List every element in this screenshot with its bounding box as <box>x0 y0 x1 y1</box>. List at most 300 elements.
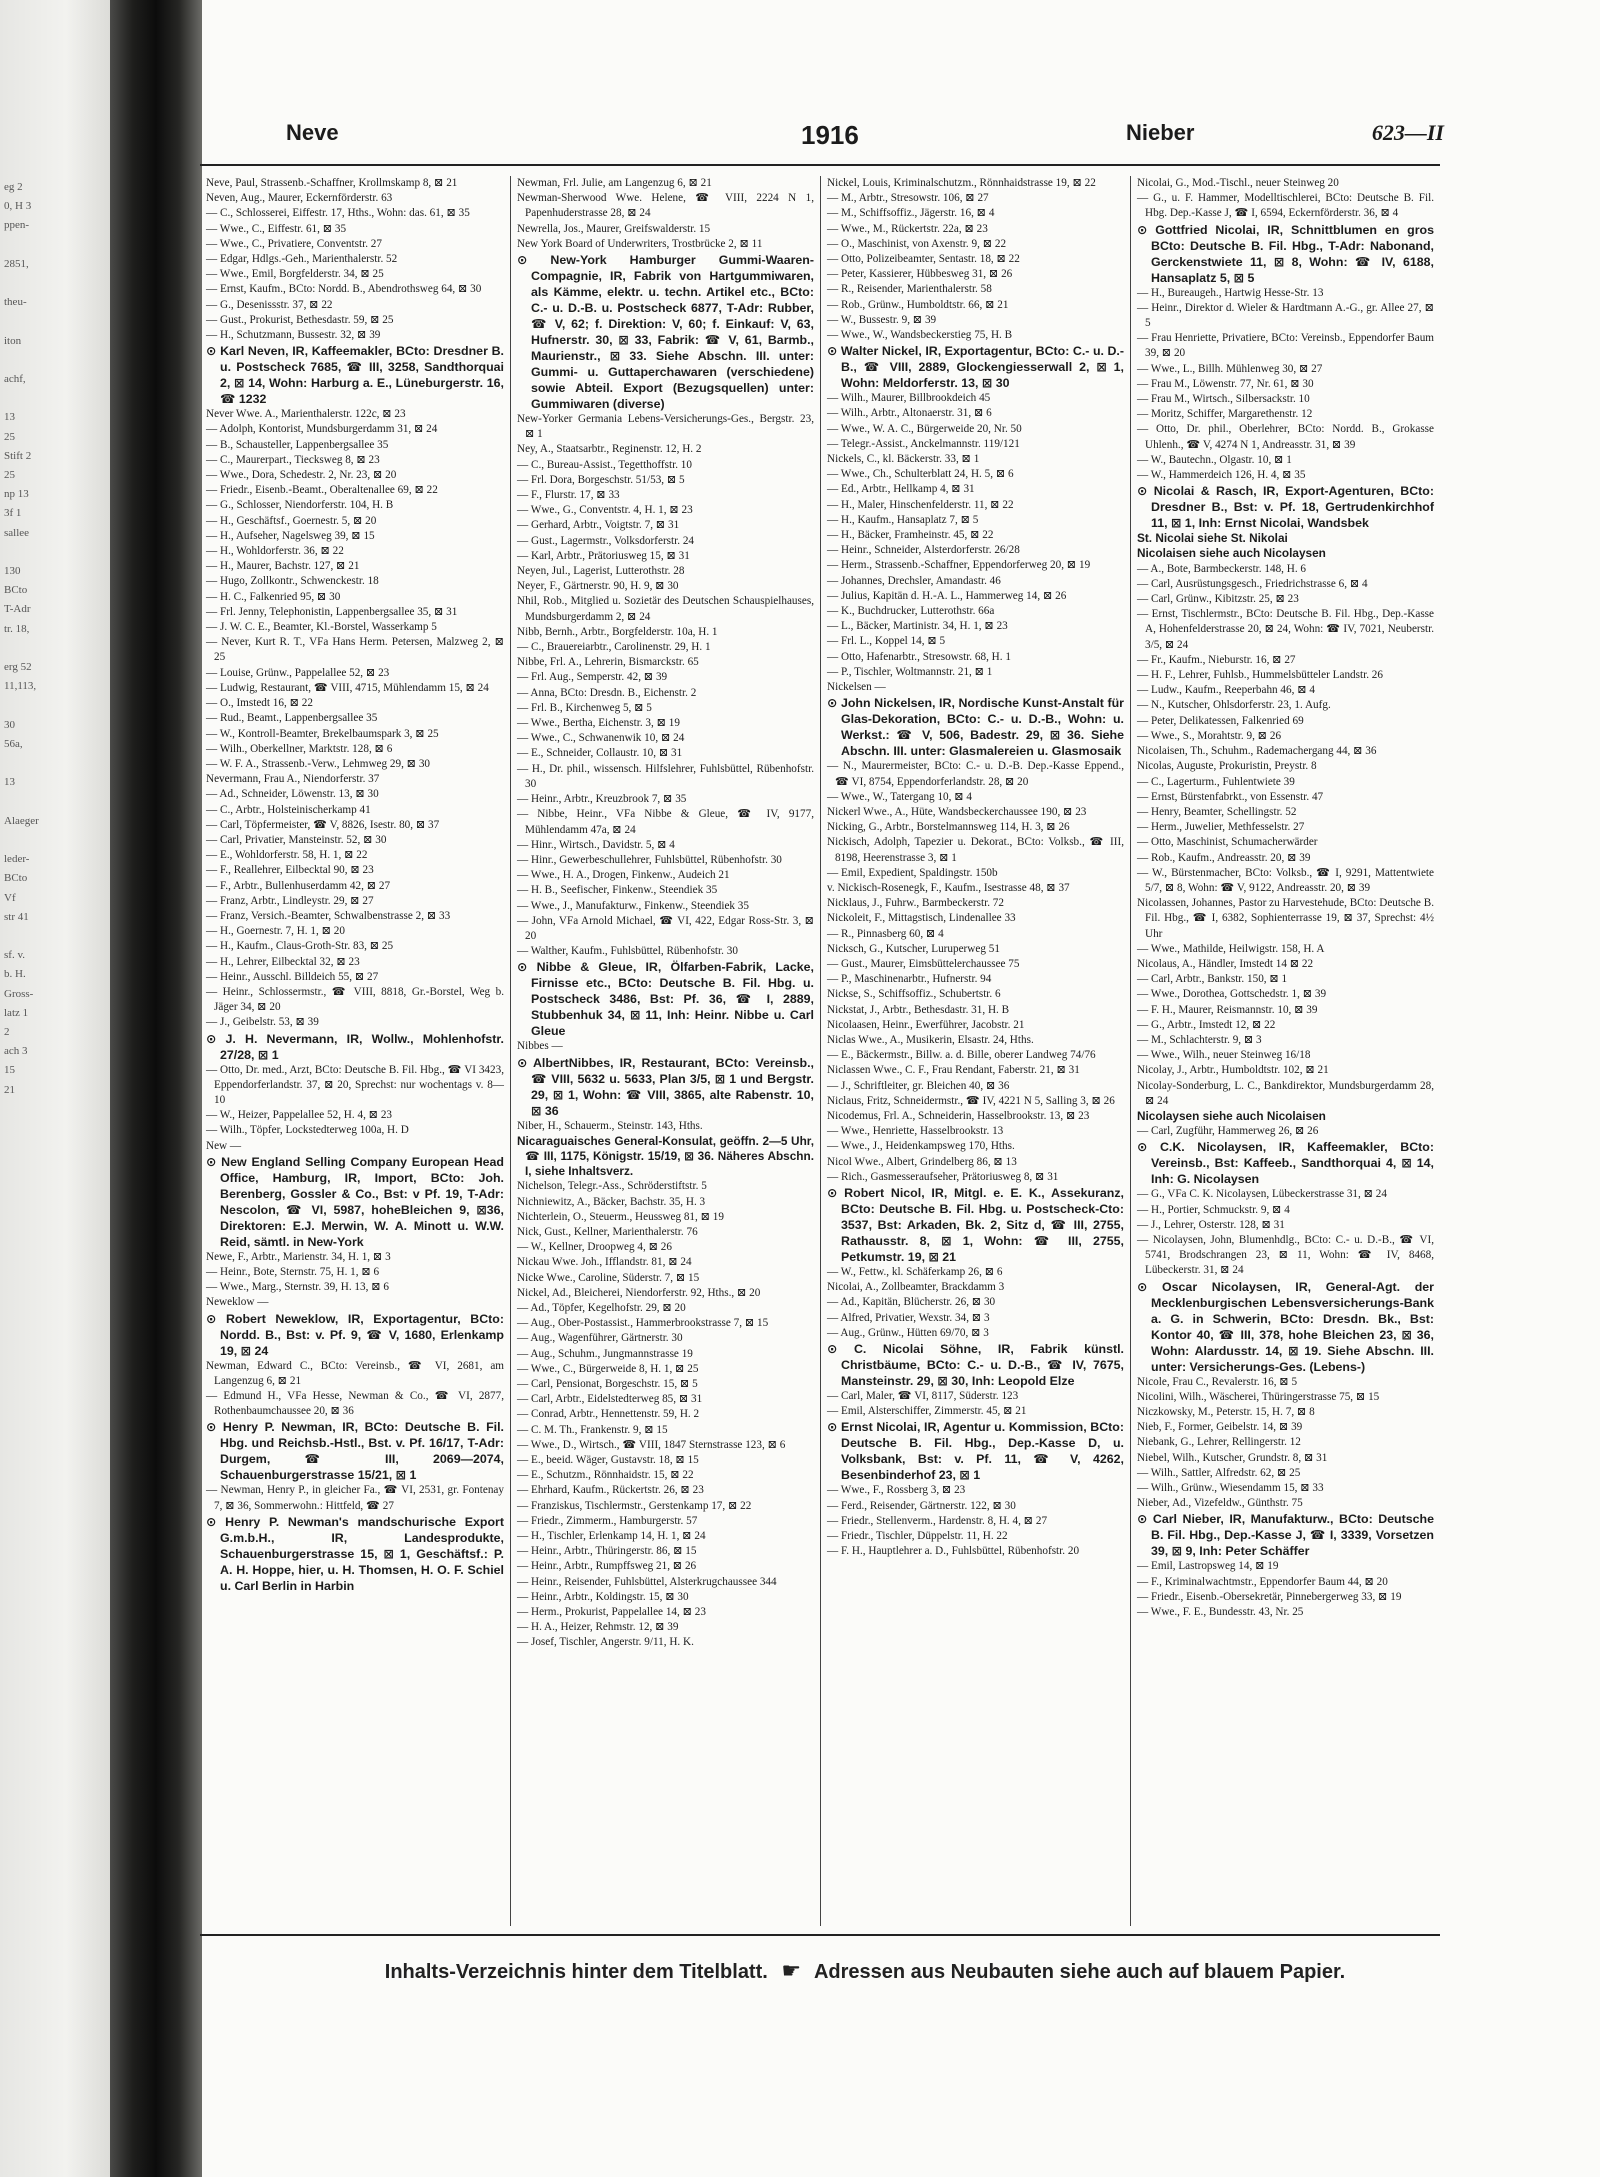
directory-entry: — Rob., Kaufm., Andreasstr. 20, ⊠ 39 <box>1137 851 1311 864</box>
directory-entry: — E., Bäckermstr., Billw. a. d. Bille, oberer Landweg 74/76 <box>827 1049 1096 1062</box>
firm-entry: ⊙ AlbertNibbes, IR, Restaurant, BCto: Vereinsb., ☎ VIII, 5632 u. 5633, Plan 3/5, ⊠ 1 und Bergstr. 29, ⊠ 1, Wohn: ☎ VIII, 3865, alte Rabenstr. 10, ⊠ 36 <box>517 1055 814 1118</box>
directory-entry: Nicking, G., Arbtr., Borstelmannsweg 114, H. 3, ⊠ 26 <box>827 821 1070 834</box>
page-footer <box>280 1958 1450 1984</box>
directory-entry: — Friedr., Zimmerm., Hamburgerstr. 57 <box>517 1514 698 1527</box>
directory-entry: — Emil, Lastropsweg 14, ⊠ 19 <box>1137 1560 1279 1573</box>
header-year: 1916 <box>801 120 859 150</box>
facing-page-text: eg 2 0, H 3 ppen- 2851, theu- iton achf, 13 25 Stift 2 25 np 13 3f 1 sallee 130 BCto T-Adr tr. 18, erg 52 11,113, 30 56a, 13 Alaeger leder- BCto Vf str 41 sf. v. b. H. Gross- latz 1 2 ach 3 15 21 <box>4 181 39 1096</box>
directory-entry: — Wilh., Oberkellner, Marktstr. 128, ⊠ 6 <box>206 742 393 755</box>
directory-entry: — Wwe., Ch., Schulterblatt 24, H. 5, ⊠ 6 <box>827 468 1014 481</box>
directory-entry: — Wwe., M., Rückertstr. 22a, ⊠ 23 <box>827 222 988 235</box>
directory-entry: — Friedr., Tischler, Düppelstr. 11, H. 22 <box>827 1530 1008 1543</box>
directory-entry: — Heinr., Reisender, Fuhlsbüttel, Alsterkrugchaussee 344 <box>517 1575 777 1588</box>
directory-entry: — Nibbe, Heinr., VFa Nibbe & Gleue, ☎ IV, 9177, Mühlendamm 47a, ⊠ 24 <box>517 808 814 836</box>
directory-entry: — Gust., Prokurist, Bethesdastr. 59, ⊠ 25 <box>206 313 394 326</box>
directory-entry: — W. F. A., Strassenb.-Verw., Lehmweg 29, ⊠ 30 <box>206 757 431 770</box>
directory-entry: Neve, Paul, Strassenb.-Schaffner, Krollmskamp 8, ⊠ 21 <box>206 177 458 189</box>
page-header <box>286 120 1444 156</box>
directory-entry: Nibbes — <box>517 1040 563 1053</box>
directory-entry: — Wwe., Marg., Sternstr. 39, H. 13, ⊠ 6 <box>206 1281 389 1294</box>
directory-entry: — Heinr., Arbtr., Kreuzbrook 7, ⊠ 35 <box>517 793 687 806</box>
directory-entry: — Heinr., Ausschl. Billdeich 55, ⊠ 27 <box>206 970 379 983</box>
book-spine <box>110 0 202 2177</box>
directory-entry: — Wwe., C., Privatiere, Conventstr. 27 <box>206 237 382 250</box>
directory-entry: — Wwe., Dorothea, Gottschedstr. 1, ⊠ 39 <box>1137 988 1327 1001</box>
directory-entry: — Josef, Tischler, Angerstr. 9/11, H. K. <box>517 1636 694 1649</box>
directory-entry: — Heinr., Bote, Sternstr. 75, H. 1, ⊠ 6 <box>206 1265 380 1278</box>
directory-entry: Nicklaus, J., Fuhrw., Barmbeckerstr. 72 <box>827 897 1004 910</box>
directory-entry: — Adolph, Kontorist, Mundsburgerdamm 31, ⊠ 24 <box>206 423 438 436</box>
directory-entry: — Friedr., Eisenb.-Beamt., Oberaltenallee 69, ⊠ 22 <box>206 484 438 497</box>
firm-entry: ⊙ J. H. Nevermann, IR, Wollw., Mohlenhofstr. 27/28, ⊠ 1 <box>206 1031 504 1062</box>
directory-entry: Nicolaysen siehe auch Nicolaisen <box>1137 1108 1326 1123</box>
header-first-name: Neve <box>286 120 339 145</box>
directory-entry: — C., Lagerturm., Fuhlentwiete 39 <box>1137 775 1295 788</box>
directory-entry: — J., Geibelstr. 53, ⊠ 39 <box>206 1016 319 1029</box>
directory-entry: Nhil, Rob., Mitglied u. Sozietär des Deutschen Schauspielhauses, Mundsburgerdamm 2, ⊠ 24 <box>517 595 814 623</box>
directory-entry: Never Wwe. A., Marienthalerstr. 122c, ⊠ 23 <box>206 408 406 421</box>
directory-entry: Niebel, Wilh., Kutscher, Grundstr. 8, ⊠ 31 <box>1137 1451 1328 1464</box>
directory-entry: — Frau M., Löwenstr. 77, Nr. 61, ⊠ 30 <box>1137 377 1314 390</box>
directory-entry: — E., Wohldorferstr. 58, H. 1, ⊠ 22 <box>206 849 368 862</box>
directory-entry: — H., Kaufm., Hansaplatz 7, ⊠ 5 <box>827 513 979 526</box>
directory-entry: — W., Bautechn., Olgastr. 10, ⊠ 1 <box>1137 453 1292 466</box>
directory-entry: Ney, A., Staatsarbtr., Reginenstr. 12, H. 2 <box>517 443 702 456</box>
page-number: 623—II <box>1371 120 1444 145</box>
directory-entry: — Heinr., Direktor d. Wieler & Hardtmann A.-G., gr. Allee 27, ⊠ 5 <box>1137 301 1434 330</box>
directory-entry: — F., Flurstr. 17, ⊠ 33 <box>517 489 620 502</box>
directory-entry: Nichniewitz, A., Bäcker, Bachstr. 35, H. 3 <box>517 1195 706 1208</box>
directory-entry: Nibbe, Frl. A., Lehrerin, Bismarckstr. 65 <box>517 656 699 669</box>
directory-entry: Newe, F., Arbtr., Marienstr. 34, H. 1, ⊠ 3 <box>206 1250 391 1263</box>
directory-entry: — L., Bäcker, Martinistr. 34, H. 1, ⊠ 23 <box>827 620 1008 633</box>
directory-entry: Nicolaisen, Th., Schuhm., Rademachergang 44, ⊠ 36 <box>1137 745 1377 758</box>
directory-entry: — W., Hammerdeich 126, H. 4, ⊠ 35 <box>1137 469 1306 482</box>
directory-entry: New — <box>206 1139 242 1152</box>
directory-entry: — H., Geschäftsf., Goernestr. 5, ⊠ 20 <box>206 514 377 527</box>
directory-entry: — Never, Kurt R. T., VFa Hans Herm. Petersen, Malzweg 2, ⊠ 25 <box>206 636 504 664</box>
directory-entry: — W., Bürstenmacher, BCto: Volksb., ☎ I, 9291, Mattentwiete 5/7, ⊠ 8, Wohn: ☎ V, 9122, Andreasstr. 20, ⊠ 39 <box>1137 866 1434 894</box>
directory-entry: — Herm., Juwelier, Methfesselstr. 27 <box>1137 821 1305 834</box>
directory-entry: — Ad., Schneider, Löwenstr. 13, ⊠ 30 <box>206 788 379 801</box>
directory-entry: — Wwe., D., Wirtsch., ☎ VIII, 1847 Sternstrasse 123, ⊠ 6 <box>517 1438 786 1451</box>
directory-entry: — Wwe., C., Eiffestr. 61, ⊠ 35 <box>206 222 347 235</box>
directory-entry: — Moritz, Schiffer, Margarethenstr. 12 <box>1137 408 1313 421</box>
directory-entry: — C., Maurerpart., Tiecksweg 8, ⊠ 23 <box>206 453 380 466</box>
directory-entry: St. Nicolai siehe St. Nikolai <box>1137 531 1288 546</box>
firm-entry: ⊙ Henry P. Newman, IR, BCto: Deutsche B. Fil. Hbg. und Reichsb.-Hstl., Bst. v. Pf. 16/17, T-Adr: Durgem, ☎ III, 2069—2074, Schauenburgerstrasse 15/21, ⊠ 1 <box>206 1420 504 1483</box>
directory-entry: — Wwe., S., Morahtstr. 9, ⊠ 26 <box>1137 729 1282 742</box>
firm-entry: ⊙ C. Nicolai Söhne, IR, Fabrik künstl. Christbäume, BCto: C.- u. D.-B., ☎ IV, 7675, Mansteinstr. 29, ⊠ 30, Inh: Leopold Elze <box>827 1342 1124 1388</box>
directory-entry: — P., Tischler, Woltmannstr. 21, ⊠ 1 <box>827 665 993 678</box>
directory-entry: Neyen, Jul., Lagerist, Lutterothstr. 28 <box>517 565 685 578</box>
directory-entry: — C., Bureau-Assist., Tegetthoffstr. 10 <box>517 458 692 471</box>
directory-entry: — C. M. Th., Frankenstr. 9, ⊠ 15 <box>517 1423 668 1436</box>
directory-entry: — A., Bote, Barmbeckerstr. 148, H. 6 <box>1137 562 1307 575</box>
directory-entry: — Wilh., Arbtr., Altonaerstr. 31, ⊠ 6 <box>827 407 992 420</box>
directory-entry: — W., Fettw., kl. Schäferkamp 26, ⊠ 6 <box>827 1265 1003 1278</box>
directory-entry: — H., Bureaugeh., Hartwig Hesse-Str. 13 <box>1137 286 1324 299</box>
directory-entry: — Wwe., Dora, Schedestr. 2, Nr. 23, ⊠ 20 <box>206 469 397 482</box>
directory-entry: — H., Wohldorferstr. 36, ⊠ 22 <box>206 545 344 558</box>
directory-entry: Nibb, Bernh., Arbtr., Borgfelderstr. 10a, H. 1 <box>517 625 718 638</box>
directory-entry: — Carl, Maler, ☎ VI, 8117, Süderstr. 123 <box>827 1390 1019 1402</box>
directory-entry: — Otto, Maschinist, Schumacherwärder <box>1137 836 1318 849</box>
directory-entry: — Carl, Ausrüstungsgesch., Friedrichstrasse 6, ⊠ 4 <box>1137 577 1368 590</box>
directory-entry: — Johannes, Drechsler, Amandastr. 46 <box>827 574 1001 587</box>
directory-entry: — J. W. C. E., Beamter, Kl.-Borstel, Wasserkamp 5 <box>206 621 437 634</box>
directory-entry: — Otto, Dr. med., Arzt, BCto: Deutsche B. Fil. Hbg., ☎ VI 3423, Eppendorferlandstr. 37, ⊠ 20, Sprechst: nur wochentags v. 8—10 <box>206 1063 504 1106</box>
directory-entry: — E., beeid. Wäger, Gustavstr. 18, ⊠ 15 <box>517 1454 699 1466</box>
firm-entry: ⊙ Robert Nicol, IR, Mitgl. e. E. K., Assekuranz, BCto: Deutsche B. Fil. Hbg. u. Postscheck-Cto: 3537, Bst: Arkaden, Bk. 2, Sitz d, ☎ III, 2755, Rathausstr. 8, ⊠ 1, Wohn: ☎ III, 2755, Petkumstr. 19, ⊠ 21 <box>827 1185 1124 1264</box>
directory-entry: — Wwe., Mathilde, Heilwigstr. 158, H. A <box>1137 942 1325 955</box>
directory-entry: Niber, H., Schauerm., Steinstr. 143, Hths. <box>517 1119 703 1132</box>
directory-entry: — Louise, Grünw., Pappelallee 52, ⊠ 23 <box>206 666 390 679</box>
header-rule <box>200 164 1440 166</box>
directory-entry: — Franziskus, Tischlermstr., Gerstenkamp 17, ⊠ 22 <box>517 1499 752 1512</box>
directory-entry: — Wwe., F., Rossberg 3, ⊠ 23 <box>827 1484 966 1497</box>
directory-entry: Nicke Wwe., Caroline, Süderstr. 7, ⊠ 15 <box>517 1271 700 1284</box>
directory-entry: Nickau Wwe. Joh., Ifflandstr. 81, ⊠ 24 <box>517 1256 692 1269</box>
directory-entry: — Edgar, Hdlgs.-Geh., Marienthalerstr. 52 <box>206 253 398 266</box>
directory-entry: Nick, Gust., Kellner, Marienthalerstr. 76 <box>517 1225 698 1238</box>
directory-entry: — Peter, Kassierer, Hübbesweg 31, ⊠ 26 <box>827 268 1013 281</box>
directory-entry: — Hinr., Gewerbeschullehrer, Fuhlsbüttel, Rübenhofstr. 30 <box>517 853 782 866</box>
directory-entry: Newrella, Jos., Maurer, Greifswalderstr. 15 <box>517 222 711 235</box>
directory-entry: — Frl. B., Kirchenweg 5, ⊠ 5 <box>517 701 652 714</box>
directory-entry: v. Nickisch-Rosenegk, F., Kaufm., Isestrasse 48, ⊠ 37 <box>827 881 1070 894</box>
directory-entry: — E., Schutzm., Rönnhaidstr. 15, ⊠ 22 <box>517 1469 694 1482</box>
directory-entry: — Aug., Schuhm., Jungmannstrasse 19 <box>517 1347 693 1360</box>
directory-entry: — Friedr., Eisenb.-Obersekretär, Pinnebergerweg 33, ⊠ 19 <box>1137 1590 1402 1603</box>
directory-entry: Newman, Edward C., BCto: Vereinsb., ☎ VI, 2681, am Langenzug 6, ⊠ 21 <box>206 1359 504 1387</box>
directory-entry: Nicolassen, Johannes, Pastor zu Harvestehude, BCto: Deutsche B. Fil. Hbg., ☎ I, 6382, Sophienterrasse 19, ⊠ 37, Sprechst: 4½ Uhr <box>1137 897 1434 940</box>
directory-entry: — Otto, Polizeibeamter, Sentastr. 18, ⊠ 22 <box>827 253 1020 266</box>
firm-entry: ⊙ Oscar Nicolaysen, IR, General-Agt. der Mecklenburgischen Lebensversicherungs-Bank a. G. in Schwerin, BCto: Dresdn. Bk., Bst: Kontor 40, ☎ III, 378, hohe Bleichen 23, ⊠ 36, Wohn: Alardusstr. 14, ⊠ 19. Siehe Abschn. III. unter: Versicherungs-Ges. (Lebens-) <box>1137 1279 1434 1374</box>
directory-entry: — F., Arbtr., Bullenhuserdamm 42, ⊠ 27 <box>206 879 391 892</box>
directory-entry: — Aug., Wagenführer, Gärtnerstr. 30 <box>517 1332 683 1345</box>
directory-entry: — Frl. Aug., Semperstr. 42, ⊠ 39 <box>517 671 668 684</box>
directory-entry: — Ernst, Kaufm., BCto: Nordd. B., Abendrothsweg 64, ⊠ 30 <box>206 283 482 296</box>
directory-entry: — M., Schlachterstr. 9, ⊠ 3 <box>1137 1033 1262 1046</box>
firm-entry: ⊙ Robert Neweklow, IR, Exportagentur, BCto: Nordd. B., Bst: v. Pf. 9, ☎ V, 1680, Erlenkamp 19, ⊠ 24 <box>206 1311 504 1358</box>
directory-entry: — C., Brauereiarbtr., Carolinenstr. 29, H. 1 <box>517 641 711 654</box>
firm-entry: ⊙ C.K. Nicolaysen, IR, Kaffeemakler, BCto: Vereinsb., Bst: Kaffeeb., Sandthorquai 4, ⊠ 14, Inh: G. Nicolaysen <box>1137 1140 1434 1187</box>
directory-entry: — Wwe., L., Billh. Mühlenweg 30, ⊠ 27 <box>1137 362 1323 375</box>
directory-entry: — Ludwig, Restaurant, ☎ VIII, 4715, Mühlendamm 15, ⊠ 24 <box>206 681 489 694</box>
directory-entry: Nicole, Frau C., Revalerstr. 16, ⊠ 5 <box>1137 1375 1298 1388</box>
directory-entry: — H., Schutzmann, Bussestr. 32, ⊠ 39 <box>206 329 381 342</box>
directory-entry: Nicodemus, Frl. A., Schneiderin, Hasselbrookstr. 13, ⊠ 23 <box>827 1109 1090 1122</box>
directory-entry: — F. H., Maurer, Reismannstr. 10, ⊠ 39 <box>1137 1003 1318 1016</box>
directory-entry: — H. A., Heizer, Rehmstr. 12, ⊠ 39 <box>517 1621 679 1634</box>
directory-entry: — Wwe., W., Tatergang 10, ⊠ 4 <box>827 790 972 803</box>
directory-entry: Nicolini, Wilh., Wäscherei, Thüringerstrasse 75, ⊠ 15 <box>1137 1390 1380 1403</box>
directory-entry: — R., Reisender, Marienthalerstr. 58 <box>827 283 992 296</box>
directory-entry: Neweklow — <box>206 1296 269 1309</box>
directory-columns <box>200 176 1440 1926</box>
directory-entry: Nickse, S., Schiffsoffiz., Schubertstr. 6 <box>827 988 1001 1001</box>
directory-entry: — Rich., Gasmesseraufseher, Prätoriusweg 8, ⊠ 31 <box>827 1170 1059 1183</box>
directory-entry: Newman, Frl. Julie, am Langenzug 6, ⊠ 21 <box>517 177 712 189</box>
directory-entry: — Fr., Kaufm., Nieburstr. 16, ⊠ 27 <box>1137 653 1296 666</box>
directory-entry: — Ed., Arbtr., Hellkamp 4, ⊠ 31 <box>827 483 975 496</box>
firm-entry: ⊙ Karl Neven, IR, Kaffeemakler, BCto: Dresdner B. u. Postscheck 7685, ☎ III, 3258, Sandthorquai 2, ⊠ 14, Wohn: Harburg a. E., Lüneburgerstr. 16, ☎ 1232 <box>206 344 504 407</box>
directory-entry: — Wilh., Töpfer, Lockstedterweg 100a, H. D <box>206 1124 409 1137</box>
directory-entry: Nicolaus, A., Händler, Imstedt 14 ⊠ 22 <box>1137 957 1314 970</box>
directory-entry: — Ernst, Tischlermstr., BCto: Deutsche B. Fil. Hbg., Dep.-Kasse A, Hohenfelderstrasse 20, ⊠ 24, Wohn: ☎ IV, 7021, Neuberstr. 3/5, ⊠ 24 <box>1137 608 1434 651</box>
directory-entry: — Emil, Expedient, Spaldingstr. 150b <box>827 866 998 879</box>
directory-entry: — Gust., Maurer, Eimsbüttelerchaussee 75 <box>827 957 1020 970</box>
directory-entry: — G., Arbtr., Imstedt 12, ⊠ 22 <box>1137 1018 1276 1031</box>
directory-entry: — M., Schiffsoffiz., Jägerstr. 16, ⊠ 4 <box>827 207 995 220</box>
directory-entry: Nichelson, Telegr.-Ass., Schröderstiftstr. 5 <box>517 1180 707 1193</box>
directory-entry: — Heinr., Schlossermstr., ☎ VIII, 8818, Gr.-Borstel, Weg b. Jäger 34, ⊠ 20 <box>206 985 504 1014</box>
directory-entry: — Wwe., F. E., Bundesstr. 43, Nr. 25 <box>1137 1606 1304 1619</box>
directory-entry: — W., Kontroll-Beamter, Brekelbaumspark 3, ⊠ 25 <box>206 727 439 740</box>
directory-entry: — C., Schlosserei, Eiffestr. 17, Hths., Wohn: das. 61, ⊠ 35 <box>206 207 470 220</box>
directory-entry: — Walther, Kaufm., Fuhlsbüttel, Rübenhofstr. 30 <box>517 945 738 958</box>
directory-entry: — B., Schausteller, Lappenbergsallee 35 <box>206 438 389 451</box>
firm-entry: ⊙ Carl Nieber, IR, Manufakturw., BCto: Deutsche B. Fil. Hbg., Dep.-Kasse J, ☎ I, 3339, Vorsetzen 39, ⊠ 9, Inh: Peter Schäffer <box>1137 1512 1434 1559</box>
firm-entry: ⊙ Nibbe & Gleue, IR, Ölfarben-Fabrik, Lacke, Firnisse etc., BCto: Deutsche B. Fil. Hbg. u. Postscheck 3486, Bst: Pf. 36, ☎ I, 2889, Stubbenhuk 34, ⊠ 11, Inh: Heinr. Nibbe u. Carl Gleue <box>517 960 814 1039</box>
directory-entry: — H., Bäcker, Framheinstr. 45, ⊠ 22 <box>827 529 994 542</box>
directory-entry: Nickisch, Adolph, Tapezier u. Dekorat., BCto: Volksb., ☎ III, 8198, Heerenstrasse 3, ⊠ 1 <box>827 836 1124 864</box>
directory-entry: — Ernst, Bürstenfabrkt., von Essenstr. 47 <box>1137 790 1324 803</box>
directory-entry: — Anna, BCto: Dresdn. B., Eichenstr. 2 <box>517 686 697 699</box>
directory-entry: Nicolai, G., Mod.-Tischl., neuer Steinweg 20 <box>1137 177 1339 189</box>
directory-entry: — John, VFa Arnold Michael, ☎ VI, 422, Edgar Ross-Str. 3, ⊠ 20 <box>517 914 814 942</box>
directory-entry: — Franz, Arbtr., Lindleystr. 29, ⊠ 27 <box>206 894 374 907</box>
directory-entry: — J., Lehrer, Osterstr. 128, ⊠ 31 <box>1137 1218 1285 1231</box>
directory-entry: — Hugo, Zollkontr., Schwenckestr. 18 <box>206 575 379 588</box>
directory-entry: New York Board of Underwriters, Trostbrücke 2, ⊠ 11 <box>517 237 763 250</box>
directory-entry: — P., Maschinenarbtr., Hufnerstr. 94 <box>827 973 992 986</box>
directory-entry: — E., Schneider, Collaustr. 10, ⊠ 31 <box>517 747 683 760</box>
directory-entry: — Ferd., Reisender, Gärtnerstr. 122, ⊠ 30 <box>827 1499 1016 1512</box>
directory-entry: Neven, Aug., Maurer, Eckernförderstr. 63 <box>206 192 393 205</box>
directory-entry: — Ad., Kapitän, Blücherstr. 26, ⊠ 30 <box>827 1296 996 1309</box>
directory-entry: Nicolai, A., Zollbeamter, Brackdamm 3 <box>827 1281 1005 1294</box>
column-4 <box>1130 176 1440 1926</box>
directory-entry: — H., Kaufm., Claus-Groth-Str. 83, ⊠ 25 <box>206 940 394 953</box>
directory-entry: — Wilh., Sattler, Alfredstr. 62, ⊠ 25 <box>1137 1466 1301 1479</box>
directory-entry: — W., Kellner, Droopweg 4, ⊠ 26 <box>517 1241 672 1254</box>
directory-entry: — Wwe., Wilh., neuer Steinweg 16/18 <box>1137 1049 1311 1062</box>
directory-entry: — Otto, Dr. phil., Oberlehrer, BCto: Nordd. B., Grokasse Uhlenh., ☎ V, 4274 N 1, Andreasstr. 31, ⊠ 39 <box>1137 423 1434 451</box>
directory-entry: — Carl, Arbtr., Eidelstedterweg 85, ⊠ 31 <box>517 1393 703 1406</box>
firm-entry: ⊙ Walter Nickel, IR, Exportagentur, BCto: C.- u. D.-B., ☎ VIII, 2889, Glockengiesserwall 2, ⊠ 1, Wohn: Meldorferstr. 13, ⊠ 30 <box>827 344 1124 391</box>
firm-entry: ⊙ New England Selling Company European Head Office, Hamburg, IR, Import, BCto: Joh. Berenberg, Gossler & Co., Bst: v Pf. 19, T-Adr: Nescolon, ☎ VI, 5987, hoheBleichen 9, ⊠36, Direktoren: E.J. Merwin, W. A. Minott u. W.W. Reid, sämtl. in New-York <box>206 1154 504 1249</box>
directory-entry: — G., Schlosser, Niendorferstr. 104, H. B <box>206 499 394 512</box>
directory-entry: — H. B., Seefischer, Finkenw., Steendiek 35 <box>517 884 718 897</box>
directory-entry: Nicaraguaisches General-Konsulat, geöffn. 2—5 Uhr, ☎ III, 1175, Königstr. 15/19, ⊠ 36. Näheres Abschn. I, siehe Inhaltsverz. <box>517 1133 814 1179</box>
directory-entry: — N., Kutscher, Ohlsdorferstr. 23, 1. Aufg. <box>1137 699 1331 712</box>
directory-entry: — Conrad, Arbtr., Hennettenstr. 59, H. 2 <box>517 1408 700 1421</box>
directory-entry: Nickels, C., kl. Bäckerstr. 33, ⊠ 1 <box>827 453 980 466</box>
footer-rule <box>200 1934 1440 1936</box>
directory-entry: Nickel, Ad., Bleicherei, Niendorferstr. 92, Hths., ⊠ 20 <box>517 1286 761 1299</box>
directory-entry: Nicksch, G., Kutscher, Luruperweg 51 <box>827 942 1000 955</box>
directory-entry: — G., Desenissstr. 37, ⊠ 22 <box>206 298 333 311</box>
firm-entry: ⊙ New-York Hamburger Gummi-Waaren-Compagnie, IR, Fabrik von Hartgummiwaren, als Kämme, elektr. u. techn. Artikel etc., BCto: C.- u. D.-B. u. Postscheck 6877, T-Adr: Rubber, ☎ V, 62; f. Direktion: V, 60; f. Einkauf: V, 63, Hufnerstr. 30, ⊠ 33, Fabrik: ☎ V, 61, Barmb., Maurienstr., ⊠ 33. Siehe Abschn. III. unter: Gummi- u. Guttaperchawaren (verschiedene) sowie Abteil. Export (Bezugsquellen) unter: Gummiwaren (diverse) <box>517 253 814 412</box>
directory-entry: — M., Arbtr., Stresowstr. 106, ⊠ 27 <box>827 192 989 205</box>
footer-index-note: Inhalts-Verzeichnis hinter dem Titelblatt. <box>384 1961 768 1983</box>
directory-entry: — Frl. Jenny, Telephonistin, Lappenbergsallee 35, ⊠ 31 <box>206 605 458 618</box>
column-1 <box>200 176 510 1926</box>
directory-entry: — Carl, Privatier, Mansteinstr. 52, ⊠ 30 <box>206 833 387 846</box>
directory-entry: — Emil, Alsterschiffer, Zimmerstr. 45, ⊠ 21 <box>827 1405 1027 1418</box>
directory-entry: — Edmund H., VFa Hesse, Newman & Co., ☎ VI, 2877, Rothenbaumchaussee 20, ⊠ 36 <box>206 1390 504 1418</box>
directory-entry: — Ad., Töpfer, Kegelhofstr. 29, ⊠ 20 <box>517 1301 686 1314</box>
directory-entry: — F. H., Hauptlehrer a. D., Fuhlsbüttel, Rübenhofstr. 20 <box>827 1545 1080 1558</box>
directory-entry: — Wwe., Emil, Borgfelderstr. 34, ⊠ 25 <box>206 268 384 281</box>
directory-entry: — R., Pinnasberg 60, ⊠ 4 <box>827 927 944 940</box>
directory-entry: — Wwe., Henriette, Hasselbrookstr. 13 <box>827 1125 1004 1138</box>
directory-entry: — Alfred, Privatier, Wexstr. 34, ⊠ 3 <box>827 1311 990 1324</box>
directory-entry: — Wilh., Maurer, Billbrookdeich 45 <box>827 392 991 405</box>
directory-entry: — H., Maler, Hinschenfelderstr. 11, ⊠ 22 <box>827 498 1014 511</box>
directory-entry: — O., Imstedt 16, ⊠ 22 <box>206 697 313 710</box>
firm-entry: ⊙ Gottfried Nicolai, IR, Schnittblumen en gros BCto: Deutsche B. Fil. Hbg., T-Adr: Nabonand, Gerckenstwiete 11, ⊠ 8, Wohn: ☎ IV, 6188, Hansaplatz 5, ⊠ 5 <box>1137 222 1434 285</box>
directory-entry: Niebank, G., Lehrer, Rellingerstr. 12 <box>1137 1436 1301 1449</box>
directory-entry: — Peter, Delikatessen, Falkenried 69 <box>1137 714 1304 727</box>
directory-entry: Nevermann, Frau A., Niendorferstr. 37 <box>206 773 380 786</box>
directory-entry: — Carl, Töpfermeister, ☎ V, 8826, Isestr. 80, ⊠ 37 <box>206 818 440 831</box>
directory-entry: — Heinr., Arbtr., Koldingstr. 15, ⊠ 30 <box>517 1590 689 1603</box>
directory-entry: — W., Heizer, Pappelallee 52, H. 4, ⊠ 23 <box>206 1109 393 1122</box>
directory-entry: — Herm., Prokurist, Pappelallee 14, ⊠ 23 <box>517 1606 706 1619</box>
directory-entry: — Otto, Hafenarbtr., Stresowstr. 68, H. 1 <box>827 650 1011 663</box>
directory-entry: — H., Dr. phil., wissensch. Hilfslehrer, Fuhlsbüttel, Rübenhofstr. 30 <box>517 762 814 790</box>
firm-entry: ⊙ Nicolai & Rasch, IR, Export-Agenturen, BCto: Dresdner B., Bst: v. Pf. 18, Gertrudenkirchhof 11, ⊠ 1, Inh: Ernst Nicolai, Wandsbek <box>1137 484 1434 531</box>
directory-entry: Nicolay, J., Arbtr., Humboldtstr. 102, ⊠ 21 <box>1137 1064 1329 1077</box>
directory-entry: Niclassen Wwe., C. F., Frau Rendant, Faberstr. 21, ⊠ 31 <box>827 1064 1080 1077</box>
directory-entry: — Rob., Grünw., Humboldtstr. 66, ⊠ 21 <box>827 298 1009 311</box>
directory-entry: Niclas Wwe., A., Musikerin, Elsastr. 24, Hths. <box>827 1033 1034 1046</box>
directory-entry: — Gerhard, Arbtr., Voigtstr. 7, ⊠ 31 <box>517 519 680 532</box>
directory-entry: — Frl. L., Koppel 14, ⊠ 5 <box>827 635 946 648</box>
directory-entry: — Wwe., Bertha, Eichenstr. 3, ⊠ 19 <box>517 717 680 730</box>
directory-entry: Nieb, F., Former, Geibelstr. 14, ⊠ 39 <box>1137 1421 1303 1434</box>
directory-entry: — C., Arbtr., Holsteinischerkamp 41 <box>206 803 371 816</box>
directory-entry: — H. C., Falkenried 95, ⊠ 30 <box>206 590 341 603</box>
directory-entry: — H., Goernestr. 7, H. 1, ⊠ 20 <box>206 925 345 938</box>
directory-entry: Newman-Sherwood Wwe. Helene, ☎ VIII, 2224 N 1, Papenhuderstrasse 28, ⊠ 24 <box>517 192 814 220</box>
directory-entry: — Heinr., Schneider, Alsterdorferstr. 26/28 <box>827 544 1020 557</box>
directory-entry: — Friedr., Stellenverm., Hardenstr. 8, H. 4, ⊠ 27 <box>827 1514 1048 1527</box>
directory-entry: — Julius, Kapitän d. H.-A. L., Hammerweg 14, ⊠ 26 <box>827 589 1067 602</box>
directory-entry: Nickstat, J., Arbtr., Bethesdastr. 31, H. B <box>827 1003 1010 1016</box>
directory-entry: — Heinr., Arbtr., Rumpffsweg 21, ⊠ 26 <box>517 1560 697 1573</box>
directory-entry: — Nicolaysen, John, Blumenhdlg., BCto: C.- u. D.-B., ☎ VI, 5741, Brodschrangen 23, ⊠ 11, Wohn: ☎ IV, 8468, Lübeckerstr. 31, ⊠ 24 <box>1137 1233 1434 1277</box>
pointing-hand-icon: ☛ <box>781 1958 802 1983</box>
directory-entry: — Carl, Zugführ, Hammerweg 26, ⊠ 26 <box>1137 1125 1319 1138</box>
firm-entry: ⊙ Henry P. Newman's mandschurische Export G.m.b.H., IR, Landesprodukte, Schauenburgerstrasse 15, ⊠ 1, Geschäftsf.: P. A. H. Hoppe, hier, u. H. Thomsen, H. O. F. Schiel u. Carl Berlin in Harbin <box>206 1514 504 1593</box>
directory-entry: — Aug., Grünw., Hütten 69/70, ⊠ 3 <box>827 1326 989 1339</box>
directory-entry: — Frau M., Wirtsch., Silbersackstr. 10 <box>1137 393 1310 406</box>
directory-entry: — Herm., Strassenb.-Schaffner, Eppendorferweg 20, ⊠ 19 <box>827 559 1091 572</box>
directory-entry: Nickerl Wwe., A., Hüte, Wandsbeckerchaussee 190, ⊠ 23 <box>827 805 1087 818</box>
directory-entry: — Wwe., C., Bürgerweide 8, H. 1, ⊠ 25 <box>517 1362 699 1375</box>
directory-entry: — Carl, Pensionat, Borgeschstr. 15, ⊠ 5 <box>517 1377 698 1390</box>
directory-entry: — Telegr.-Assist., Anckelmannstr. 119/121 <box>827 437 1020 450</box>
directory-entry: — H., Tischler, Erlenkamp 14, H. 1, ⊠ 24 <box>517 1530 706 1543</box>
directory-entry: — Gust., Lagermstr., Volksdorferstr. 24 <box>517 534 695 547</box>
directory-entry: Nickoleit, F., Mittagstisch, Lindenallee 33 <box>827 912 1016 925</box>
directory-entry: — Wwe., J., Manufakturw., Finkenw., Steendiek 35 <box>517 899 749 912</box>
directory-entry: — F., Kriminalwachtmstr., Eppendorfer Baum 44, ⊠ 20 <box>1137 1575 1388 1588</box>
directory-entry: — H., Maurer, Bachstr. 127, ⊠ 21 <box>206 560 360 573</box>
directory-entry: — Wwe., W. A. C., Bürgerweide 20, Nr. 50 <box>827 422 1022 435</box>
directory-entry: — Wwe., H. A., Drogen, Finkenw., Audeich 21 <box>517 869 730 882</box>
directory-entry: — Wilh., Grünw., Wiesendamm 15, ⊠ 33 <box>1137 1482 1324 1495</box>
directory-entry: — Wwe., C., Schwanenwik 10, ⊠ 24 <box>517 732 685 745</box>
directory-entry: — J., Schriftleiter, gr. Bleichen 40, ⊠ 36 <box>827 1079 1010 1092</box>
directory-entry: — G., VFa C. K. Nicolaysen, Lübeckerstrasse 31, ⊠ 24 <box>1137 1188 1387 1201</box>
footer-newbuild-note: Adressen aus Neubauten siehe auch auf blauem Papier. <box>813 1961 1346 1983</box>
directory-entry: — H., Aufseher, Nagelsweg 39, ⊠ 15 <box>206 529 375 542</box>
directory-entry: Nicol Wwe., Albert, Grindelberg 86, ⊠ 13 <box>827 1155 1017 1168</box>
directory-entry: — F., Reallehrer, Eilbecktal 90, ⊠ 23 <box>206 864 374 877</box>
directory-entry: — Henry, Beamter, Schellingstr. 52 <box>1137 805 1297 818</box>
directory-entry: — Carl, Arbtr., Bankstr. 150, ⊠ 1 <box>1137 973 1288 986</box>
directory-entry: Niclaus, Fritz, Schneidermstr., ☎ IV, 4221 N 5, Salling 3, ⊠ 26 <box>827 1094 1115 1107</box>
directory-entry: — Franz, Versich.-Beamter, Schwalbenstrasse 2, ⊠ 33 <box>206 909 451 922</box>
directory-entry: — Aug., Ober-Postassist., Hammerbrookstrasse 7, ⊠ 15 <box>517 1317 769 1330</box>
directory-entry: Nicolas, Auguste, Prokuristin, Preystr. 8 <box>1137 760 1317 773</box>
column-3 <box>820 176 1130 1926</box>
directory-entry: Nicolay-Sonderburg, L. C., Bankdirektor, Mundsburgerdamm 28, ⊠ 24 <box>1137 1079 1434 1107</box>
directory-entry: — O., Maschinist, von Axenstr. 9, ⊠ 22 <box>827 237 1007 250</box>
directory-entry: — Heinr., Arbtr., Thüringerstr. 86, ⊠ 15 <box>517 1545 697 1558</box>
directory-entry: — H., Lehrer, Eilbecktal 32, ⊠ 23 <box>206 955 360 968</box>
directory-entry: — K., Buchdrucker, Lutterothstr. 66a <box>827 605 995 618</box>
directory-entry: — Karl, Arbtr., Prätoriusweg 15, ⊠ 31 <box>517 549 690 562</box>
directory-entry: — Carl, Grünw., Kibitzstr. 25, ⊠ 23 <box>1137 593 1299 606</box>
directory-entry: Nickelsen — <box>827 681 886 694</box>
directory-entry: — Wwe., G., Conventstr. 4, H. 1, ⊠ 23 <box>517 504 693 517</box>
directory-entry: — W., Bussestr. 9, ⊠ 39 <box>827 313 937 326</box>
directory-entry: — Ludw., Kaufm., Reeperbahn 46, ⊠ 4 <box>1137 684 1315 697</box>
column-2 <box>510 176 820 1926</box>
firm-entry: ⊙ John Nickelsen, IR, Nordische Kunst-Anstalt für Glas-Dekoration, BCto: C.- u. D.-B., Wohn: u. Werkst.: ☎ V, 506, Badestr. 29, ⊠ 36. Siehe Abschn. III. unter: Glasmalereien u. Glasmosaik <box>827 696 1124 759</box>
directory-entry: — G., u. F. Hammer, Modelltischlerei, BCto: Deutsche B. Fil. Hbg. Dep.-Kasse J, ☎ I, 6594, Eckernförderstr. 36, ⊠ 4 <box>1137 192 1434 220</box>
directory-entry: — H. F., Lehrer, Fuhlsb., Hummelsbütteler Landstr. 26 <box>1137 669 1383 682</box>
directory-entry: — Ehrhard, Kaufm., Rückertstr. 26, ⊠ 23 <box>517 1484 704 1497</box>
directory-entry: — Newman, Henry P., in gleicher Fa., ☎ VI, 2531, gr. Fontenay 7, ⊠ 36, Sommerwohn.: Hittfeld, ☎ 27 <box>206 1484 504 1512</box>
directory-entry: — N., Maurermeister, BCto: C.- u. D.-B. Dep.-Kasse Eppend., ☎ VI, 8754, Eppendorferlandstr. 28, ⊠ 20 <box>827 760 1124 788</box>
directory-entry: — Hinr., Wirtsch., Davidstr. 5, ⊠ 4 <box>517 838 675 851</box>
firm-entry: ⊙ Ernst Nicolai, IR, Agentur u. Kommission, BCto: Deutsche B. Fil. Hbg., Dep.-Kasse D, u. Volksbank, Bst: v. Pf. 11, ☎ V, 4262, Besenbinderhof 23, ⊠ 1 <box>827 1420 1124 1483</box>
directory-entry: — H., Portier, Schmuckstr. 9, ⊠ 4 <box>1137 1203 1290 1216</box>
directory-entry: — Frl. Dora, Borgeschstr. 51/53, ⊠ 5 <box>517 473 685 486</box>
directory-entry: — Wwe., J., Heidenkampsweg 170, Hths. <box>827 1140 1015 1153</box>
directory-entry: — Frau Henriette, Privatiere, BCto: Vereinsb., Eppendorfer Baum 39, ⊠ 20 <box>1137 332 1434 360</box>
facing-page-edge <box>0 0 110 2177</box>
directory-entry: Nickel, Louis, Kriminalschutzm., Rönnhaidstrasse 19, ⊠ 22 <box>827 177 1096 189</box>
directory-entry: Nieber, Ad., Vizefeldw., Günthstr. 75 <box>1137 1497 1303 1510</box>
directory-entry: Niczkowsky, M., Peterstr. 15, H. 7, ⊠ 8 <box>1137 1406 1315 1418</box>
header-last-name: Nieber <box>1126 120 1195 145</box>
directory-entry: — Wwe., W., Wandsbeckerstieg 75, H. B <box>827 329 1013 342</box>
directory-entry: Nicolaisen siehe auch Nicolaysen <box>1137 546 1326 561</box>
directory-entry: — Rud., Beamt., Lappenbergsallee 35 <box>206 712 378 725</box>
directory-entry: Nicolaasen, Heinr., Ewerführer, Jacobstr. 21 <box>827 1018 1025 1031</box>
directory-entry: Nichterlein, O., Steuerm., Heussweg 81, ⊠ 19 <box>517 1210 724 1223</box>
directory-entry: New-Yorker Germania Lebens-Versicherungs-Ges., Bergstr. 23, ⊠ 1 <box>517 413 814 441</box>
directory-entry: Neyer, F., Gärtnerstr. 90, H. 9, ⊠ 30 <box>517 580 679 593</box>
